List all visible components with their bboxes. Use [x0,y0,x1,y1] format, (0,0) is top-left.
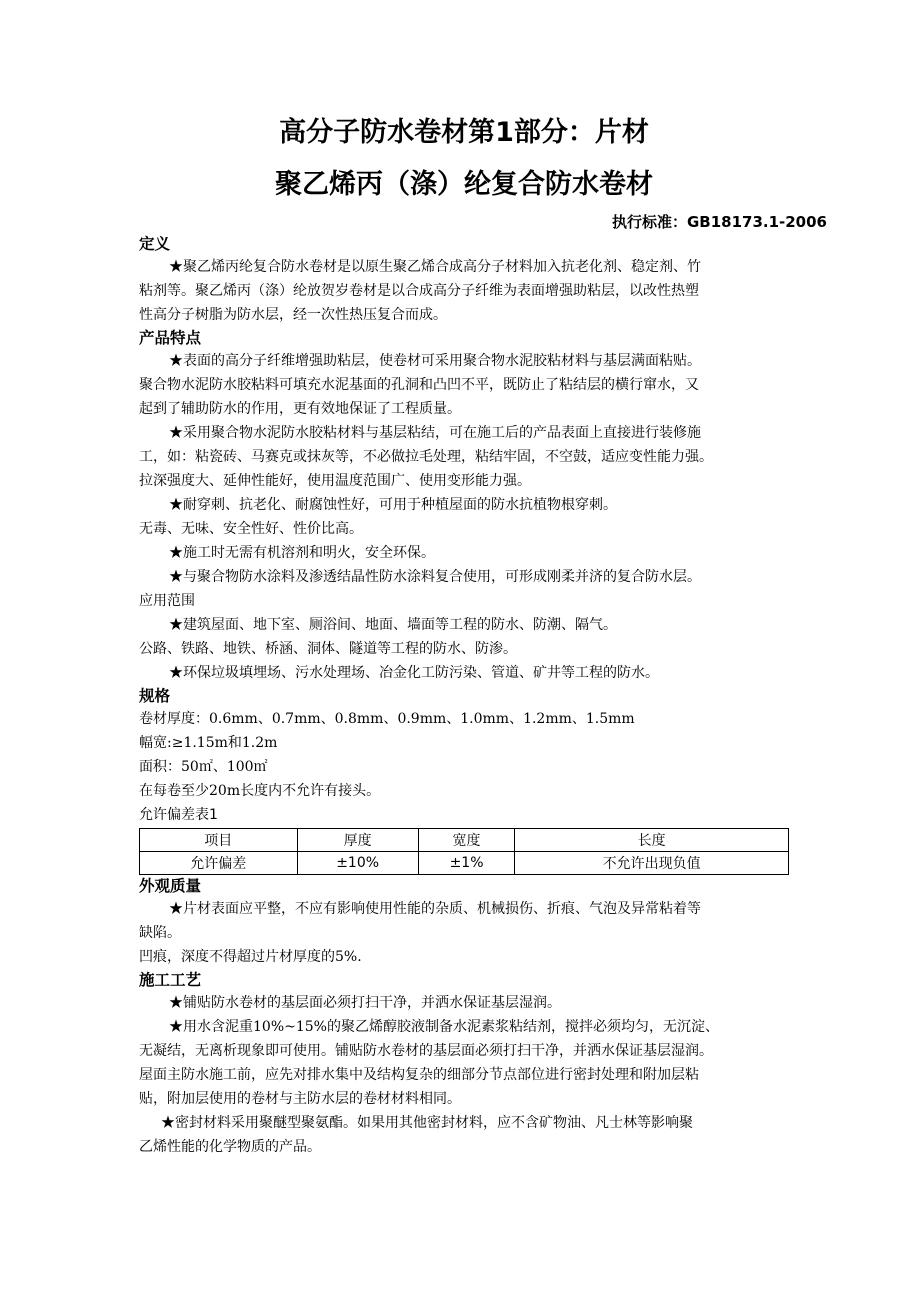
spec-thickness: 卷材厚度：0.6mm、0.7mm、0.8mm、0.9mm、1.0mm、1.2mm、1.5mm [139,711,635,727]
construction-line: 屋面主防水施工前，应先对排水集中及结构复杂的细部分节点部位进行密封处理和附加层粘 [139,1067,699,1083]
standard-label: 执行标准：GB18173.1-2006 [611,213,827,231]
application-line: 公路、铁路、地铁、桥涵、洞体、隧道等工程的防水、防渗。 [139,641,517,657]
definition-line: 粘剂等。聚乙烯丙（涤）纶放贺岁卷材是以合成高分子纤维为表面增强助粘层，以改性热塑 [139,283,699,299]
table-cell: ±1% [418,852,515,875]
features-line: ★施工时无需有机溶剂和明火，安全环保。 [169,545,435,561]
spec-width: 幅宽:≥1.15m和1.2m [139,735,278,751]
heading-features: 产品特点 [139,329,202,347]
table-header-cell: 项目 [140,829,298,852]
table-cell: 不允许出现负值 [515,852,789,875]
definition-line: 性高分子树脂为防水层，经一次性热压复合而成。 [139,307,447,323]
features-line: ★采用聚合物水泥防水胶粘材料与基层粘结，可在施工后的产品表面上直接进行装修施 [169,425,701,441]
table-cell: ±10% [297,852,418,875]
title-line-2: 聚乙烯丙（涤）纶复合防水卷材 [275,169,653,200]
features-line: 聚合物水泥防水胶粘料可填充水泥基面的孔洞和凸凹不平，既防止了粘结层的横行窜水，又 [139,377,699,393]
table-header-cell: 宽度 [418,829,515,852]
table-header-cell: 厚度 [297,829,418,852]
table-header-row [140,829,789,852]
definition-line: ★聚乙烯丙纶复合防水卷材是以原生聚乙烯合成高分子材料加入抗老化剂、稳定剂、竹 [169,259,701,275]
heading-appearance: 外观质量 [139,877,202,895]
heading-spec: 规格 [139,687,171,705]
document-body [139,113,827,1159]
heading-definition: 定义 [139,235,171,253]
features-line: 无毒、无味、安全性好、性价比高。 [139,521,363,537]
features-line: 工，如：粘瓷砖、马赛克或抹灰等，不必做拉毛处理，粘结牢固，不空鼓，适应变性能力强。 [139,449,713,465]
appearance-line: 凹痕，深度不得超过片材厚度的5%. [139,949,362,965]
table-row [140,852,789,875]
construction-line: 无凝结，无离析现象即可使用。铺贴防水卷材的基层面必须打扫干净，并洒水保证基层湿润。 [139,1043,713,1059]
application-line: ★环保垃圾填埋场、污水处理场、冶金化工防污染、管道、矿井等工程的防水。 [169,665,659,681]
heading-construction: 施工工艺 [139,971,202,989]
table-cell: 允许偏差 [140,852,298,875]
features-line: 起到了辅助防水的作用，更有效地保证了工程质量。 [139,401,461,417]
construction-line: ★密封材料采用聚醚型聚氨酯。如果用其他密封材料，应不含矿物油、凡士林等影响聚 [161,1115,693,1131]
construction-line: 贴，附加层使用的卷材与主防水层的卷材材料相同。 [139,1091,461,1107]
spec-area: 面积：50㎡、100㎡ [139,759,268,775]
appearance-line: 缺陷。 [139,925,181,941]
features-line: ★与聚合物防水涂料及渗透结晶性防水涂料复合使用，可形成刚柔并济的复合防水层。 [169,569,701,585]
construction-line: ★铺贴防水卷材的基层面必须打扫干净，并洒水保证基层湿润。 [169,995,561,1011]
features-line: ★耐穿刺、抗老化、耐腐蚀性好，可用于种植屋面的防水抗植物根穿刺。 [169,497,617,513]
tolerance-table [139,828,789,875]
spec-joint: 在每卷至少20m长度内不允许有接头。 [139,783,381,799]
features-line: ★表面的高分子纤维增强助粘层，使卷材可采用聚合物水泥胶粘材料与基层满面粘贴。 [169,353,701,369]
table-header-cell: 长度 [515,829,789,852]
construction-line: ★用水含泥重10%~15%的聚乙烯醇胶液制备水泥素浆粘结剂，搅拌必须均匀，无沉淀、 [169,1019,719,1035]
appearance-line: ★片材表面应平整，不应有影响使用性能的杂质、机械损伤、折痕、气泡及异常粘着等 [169,901,701,917]
construction-line: 乙烯性能的化学物质的产品。 [139,1139,321,1155]
title-line-1: 高分子防水卷材第1部分：片材 [279,117,649,148]
application-line: ★建筑屋面、地下室、厕浴间、地面、墙面等工程的防水、防潮、隔气。 [169,617,617,633]
heading-application: 应用范围 [139,593,195,609]
table-caption: 允许偏差表1 [139,807,218,823]
features-line: 拉深强度大、延伸性能好，使用温度范围广、使用变形能力强。 [139,473,531,489]
